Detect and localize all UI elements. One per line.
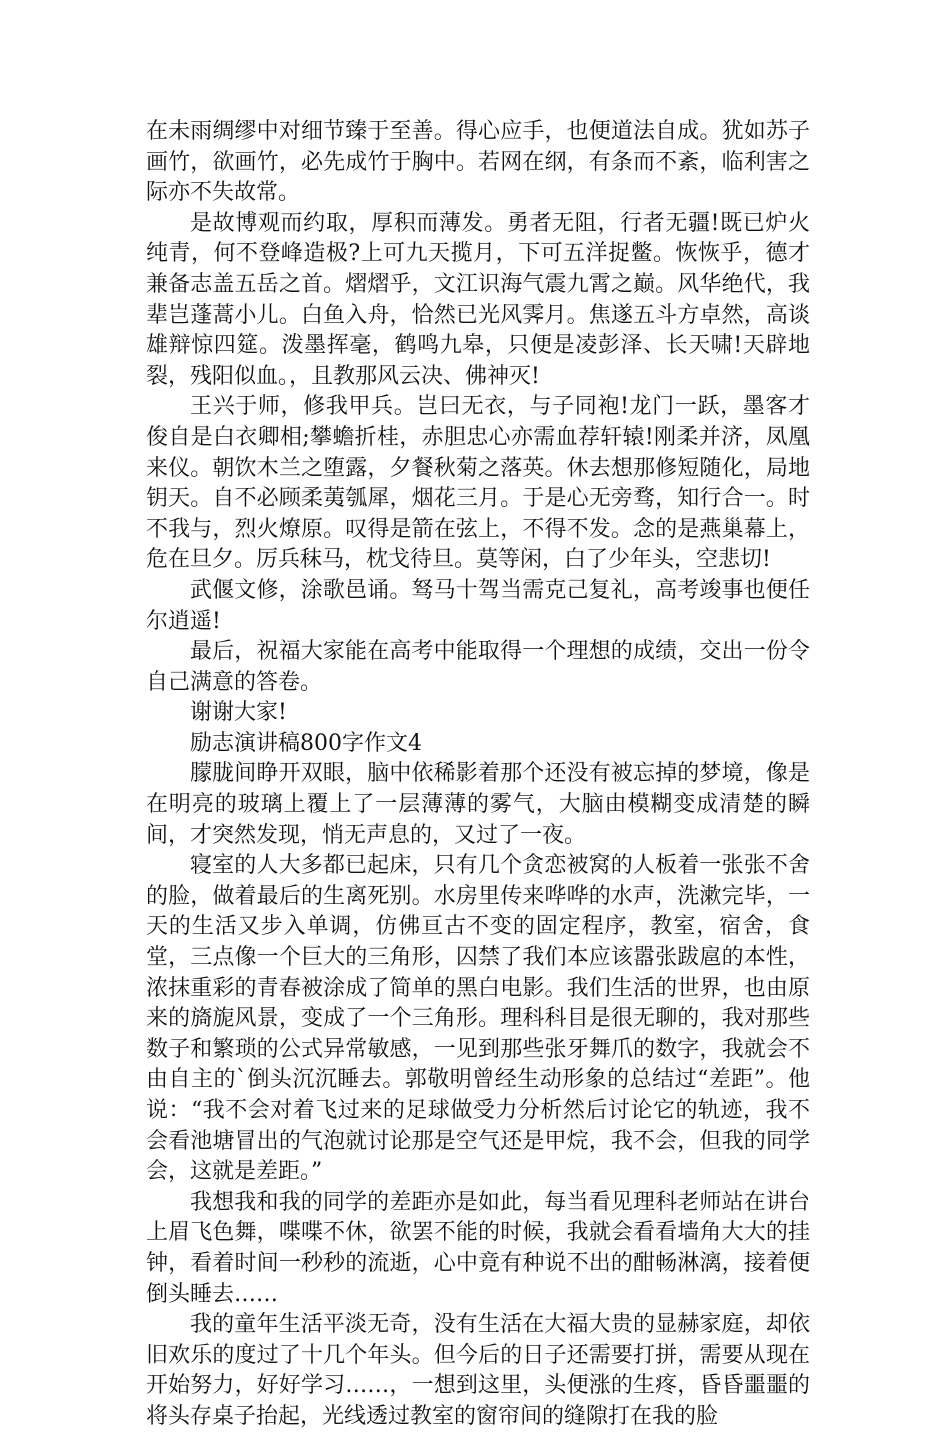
essay-body bbox=[146, 117, 810, 1433]
paragraph: 朦胧间睁开双眼，脑中依稀影着那个还没有被忘掉的梦境，像是在明亮的玻璃上覆上了一层薄薄的雾气，大脑由模糊变成清楚的瞬间，才突然发现，悄无声息的，又过了一夜。 bbox=[146, 761, 810, 848]
section-heading: 励志演讲稿800字作文4 bbox=[190, 730, 422, 756]
paragraph: 武偃文修，涂歌邑诵。驽马十驾当需克己复礼，高考竣事也便任尔逍遥! bbox=[146, 577, 810, 634]
paragraph: 我的童年生活平淡无奇，没有生活在大福大贵的显赫家庭，却依旧欢乐的度过了十几个年头。但今后的日子还需要打拼，需要从现在开始努力，好好学习……，一想到这里，头便涨的生疼，昏昏噩噩的将头存桌子抬起，光线透过教室的窗帘间的缝隙打在我的脸 bbox=[146, 1312, 810, 1429]
closing-thanks: 谢谢大家! bbox=[190, 700, 287, 726]
paragraph: 寝室的人大多都已起床，只有几个贪恋被窝的人板着一张张不舍的脸，做着最后的生离死别。水房里传来哗哗的水声，洗漱完毕，一天的生活又步入单调，仿佛亘古不变的固定程序，教室，宿舍，食堂，三点像一个巨大的三角形，囚禁了我们本应该嚣张跋扈的本性，浓抹重彩的青春被涂成了简单的黑白电影。我们生活的世界，也由原来的旖旎风景，变成了一个三角形。理科科目是很无聊的，我对那些数子和繁琐的公式异常敏感，一见到那些张牙舞爪的数字，我就会不由自主的`倒头沉沉睡去。郭敬明曾经生动形象的总结过“差距”。他说：“我不会对着飞过来的足球做受力分析然后讨论它的轨迹，我不会看池塘冒出的气泡就讨论那是空气还是甲烷，我不会，但我的同学会，这就是差距。” bbox=[146, 853, 810, 1185]
paragraph: 是故博观而约取，厚积而薄发。勇者无阻，行者无疆!既已炉火纯青，何不登峰造极?上可九天揽月，下可五洋捉鳖。恢恢乎，德才兼备志盖五岳之首。熠熠乎，文江识海气震九霄之巅。风华绝代，我辈岂蓬蒿小儿。白鱼入舟，恰然已光风霁月。焦遂五斗方卓然，高谈雄辩惊四筵。泼墨挥毫，鹤鸣九皋，只便是凌彭泽、长天啸!天辟地裂，残阳似血。，且教那风云决、佛神灭! bbox=[146, 210, 810, 389]
paragraph: 我想我和我的同学的差距亦是如此，每当看见理科老师站在讲台上眉飞色舞，喋喋不休，欲罢不能的时候，我就会看看墙角大大的挂钟，看着时间一秒秒的流逝，心中竟有种说不出的酣畅淋漓，接着便倒头睡去…… bbox=[146, 1189, 810, 1307]
paragraph: 最后，祝福大家能在高考中能取得一个理想的成绩，交出一份令自己满意的答卷。 bbox=[146, 639, 810, 695]
paragraph: 王兴于师，修我甲兵。岂曰无衣，与子同袍!龙门一跃，墨客才俊自是白衣卿相;攀蟾折桂，赤胆忠心亦需血荐轩辕!刚柔并济，凤凰来仪。朝饮木兰之堕露，夕餐秋菊之落英。休去想那修短随化，局地钥天。自不必顾柔荑瓠犀，烟花三月。于是心无旁骛，知行合一。时不我与，烈火燎原。叹得是箭在弦上，不得不发。念的是燕巢幕上，危在旦夕。厉兵秣马，枕戈待旦。莫等闲，白了少年头，空悲切! bbox=[146, 394, 810, 573]
paragraph-continuation: 在未雨绸缪中对细节臻于至善。得心应手，也便道法自成。犹如苏子画竹，欲画竹，必先成竹于胸中。若网在纲，有条而不紊，临利害之际亦不失故常。 bbox=[146, 119, 810, 206]
